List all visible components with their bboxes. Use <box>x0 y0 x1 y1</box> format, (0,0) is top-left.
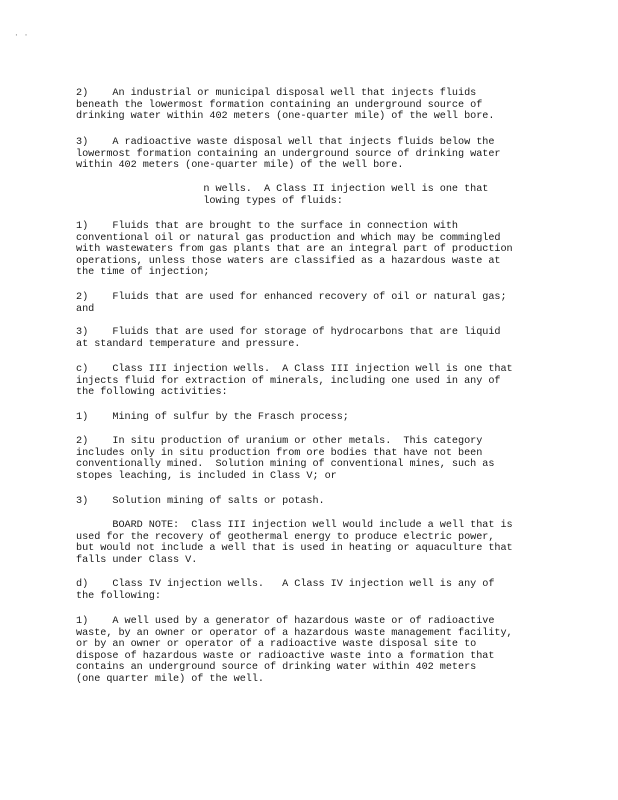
paragraph-b2: 2) An industrial or municipal disposal well that injects fluids beneath the lowermost formation containing an underground source of drinking water within 402 meters (one-quarter mile) of the well bore. <box>76 88 495 123</box>
paragraph-class-iii-2: 2) In situ production of uranium or other metals. This category includes only in situ production from ore bodies that have not been conventionally mined. Solution mining of conventional mines, such as stopes leaching, is included in Class V; or <box>76 436 495 482</box>
paragraph-class-iii-3: 3) Solution mining of salts or potash. <box>76 496 325 507</box>
paragraph-class-ii-1: 1) Fluids that are brought to the surface in connection with conventional oil or natural gas production and which may be commingled with wastewaters from gas plants that are an integral part of production operations, unless those waters are classified as a hazardous waste at the time of injection; <box>76 221 513 279</box>
paragraph-class-iii-intro: c) Class III injection wells. A Class III injection well is one that injects fluid for extraction of minerals, including one used in any of the following activities: <box>76 364 513 399</box>
paragraph-class-ii-3: 3) Fluids that are used for storage of hydrocarbons that are liquid at standard temperature and pressure. <box>76 327 501 350</box>
paragraph-class-iv-intro: d) Class IV injection wells. A Class IV injection well is any of the following: <box>76 579 495 602</box>
paragraph-board-note: BOARD NOTE: Class III injection well would include a well that is used for the recovery of geothermal energy to produce electric power, but would not include a well that is used in heating or aquaculture that falls under Class V. <box>76 520 513 566</box>
paragraph-class-ii-2: 2) Fluids that are used for enhanced recovery of oil or natural gas; and <box>76 292 507 315</box>
paragraph-b3: 3) A radioactive waste disposal well that injects fluids below the lowermost formation containing an underground source of drinking water within 402 meters (one-quarter mile) of the well bore. <box>76 137 501 172</box>
paragraph-class-ii-intro: n wells. A Class II injection well is one that lowing types of fluids: <box>203 184 489 207</box>
paragraph-class-iii-1: 1) Mining of sulfur by the Frasch process; <box>76 412 349 423</box>
paragraph-class-iv-1: 1) A well used by a generator of hazardous waste or of radioactive waste, by an owner or operator of a hazardous waste management facility, or by an owner or operator of a radioactive waste disposal site to dispose of hazardous waste or radioactive waste into a formation that contains an underground source of drinking water within 402 meters (one quarter mile) of the well. <box>76 616 513 685</box>
stray-marks: · · <box>14 31 29 40</box>
